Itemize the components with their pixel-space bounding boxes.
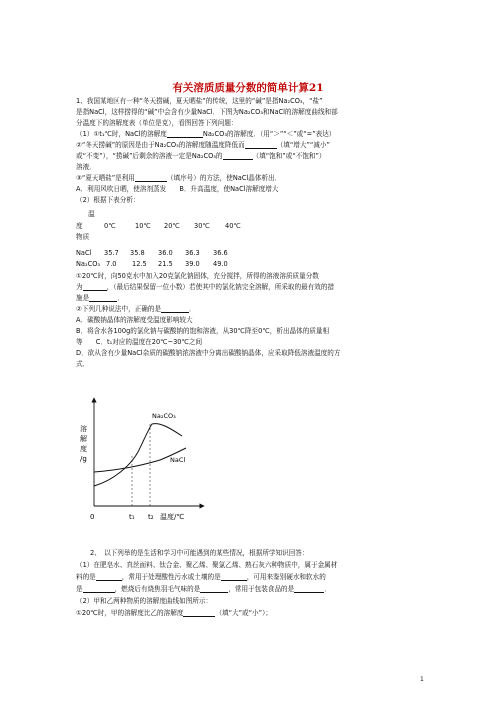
y-axis-label-3: 度 — [80, 445, 87, 453]
q1-part1-text-b: Na₂CO₃的溶解度．（用“＞”“＜”或“=”表达） — [202, 130, 336, 138]
table-corner-3: 物质 — [76, 233, 90, 241]
q1-part3-text-b: （填序号）的方法，使NaCl晶体析出． — [166, 174, 282, 182]
q1-sub2-text-a: ②下列几种说法中，正确的是 — [76, 305, 162, 313]
answer-blank-12[interactable] — [294, 585, 324, 593]
answer-blank-1[interactable] — [167, 130, 203, 138]
q2-text-a: 料的是 — [76, 573, 96, 581]
q2-text-f: ，常用于包装食品的是 — [228, 585, 295, 593]
q2-text-g: ． — [324, 585, 331, 593]
q1-intro-line-3: 分温度下的溶解度表（单位是克），看图回答下列问题： — [76, 119, 238, 127]
q1-part2-text-c: 或“不变”），“捞碱”后剩余的溶液一定是Na₂CO₃的 — [76, 152, 223, 160]
table-cell: 36.0 — [158, 249, 173, 257]
q2-text-b: ，常用于处理酸性污水或土壤的是 — [121, 573, 221, 581]
answer-blank-4[interactable] — [135, 174, 167, 182]
q1-part2-text-b: （填“增大”“减小” — [276, 141, 330, 149]
q1-sub1-text-c: ，（最后结果保留一位小数）若使其中的氯化钠完全溶解，所采取的最有效的措 — [106, 283, 335, 291]
table-row-label: Na₂CO₃ — [76, 260, 101, 268]
q1-part2-text-a: ②“冬天捞碱”的原因是由于Na₂CO₃的溶解度随温度降低而 — [76, 141, 245, 149]
table-corner-2: 度 — [76, 222, 83, 230]
q1-sub1-text-b: 为 — [76, 283, 83, 291]
q1-sub2-text-b: ． — [189, 305, 196, 313]
y-axis-label-4: /g — [80, 455, 87, 463]
x-tick-origin: 0 — [90, 513, 95, 521]
table-cell: 35.7 — [104, 249, 119, 257]
series-label-na2co3: Na₂CO₃ — [152, 412, 176, 420]
table-cell: 35.8 — [130, 249, 145, 257]
table-header-cell: 10℃ — [135, 222, 151, 230]
answer-blank-2[interactable] — [245, 141, 277, 149]
q1-part2-line-3: 溶液． — [76, 163, 96, 171]
solubility-curve-chart — [80, 388, 210, 528]
table-header-cell: 20℃ — [164, 222, 180, 230]
option-d: D．欲从含有少量NaCl杂质的碳酸钠浓溶液中分离出碳酸钠晶体，应采取降低溶液温度的方 — [76, 349, 341, 357]
table-cell: 49.0 — [213, 260, 228, 268]
q2-text-e: ，燃烧后有烧焦羽毛气味的是 — [114, 585, 201, 593]
answer-blank-6[interactable] — [89, 294, 117, 302]
table-cell: 36.6 — [213, 249, 228, 257]
y-axis-label-2: 解 — [80, 435, 87, 443]
page-title: 有关溶质质量分数的简单计算21 — [172, 82, 324, 94]
x-tick-t2: t₂ — [148, 513, 154, 521]
answer-blank-5[interactable] — [83, 283, 107, 291]
option-b: B．将含水各100g的氯化钠与碳酸钠的饱和溶液，从30℃降至0℃，析出晶体的质量相 — [76, 327, 330, 335]
q1-part2-line-1 — [76, 141, 330, 149]
answer-blank-11[interactable] — [200, 585, 228, 593]
q2-text-d: 是 — [76, 585, 83, 593]
option-d-2: 式． — [76, 360, 90, 368]
table-header-cell: 30℃ — [194, 222, 210, 230]
answer-blank-7[interactable] — [161, 305, 189, 313]
q1-sub1-line-1: ①20℃时，向50克水中加入20克氯化钠固体，充分搅拌，所得的溶液溶质质量分数 — [76, 272, 319, 280]
x-tick-t1: t₁ — [129, 513, 135, 521]
table-cell: 21.5 — [158, 260, 173, 268]
answer-blank-9[interactable] — [221, 573, 247, 581]
y-axis-label-1: 溶 — [80, 425, 87, 433]
table-header-cell: 0℃ — [104, 222, 116, 230]
answer-blank-10[interactable] — [83, 585, 115, 593]
answer-blank-3[interactable] — [223, 152, 253, 160]
q1-part3-options: A．利用风吹日晒，使溶剂蒸发 B．升高温度，使NaCl溶解度增大 — [76, 185, 279, 193]
q1-sub2-line — [76, 305, 196, 313]
q1-sub1-text-e: ． — [117, 294, 124, 302]
q2-text-i: （填“大”或“小”）； — [215, 609, 272, 617]
q1-part3-text-a: ③“夏天晒盐”是利用 — [76, 174, 135, 182]
q1-part3-line — [76, 174, 281, 182]
option-a: A．碳酸钠晶体的溶解度受温度影响较大 — [76, 316, 193, 324]
table-header-cell: 40℃ — [225, 222, 241, 230]
q1-part1-line — [76, 130, 335, 138]
q1-intro-line-1: 1、我国某地区有一种“冬天捞碱，夏天晒盐”的传统，这里的“碱”是指Na₂CO₃，“盐” — [76, 97, 323, 105]
q2-line-5 — [76, 609, 272, 617]
q1-part1-text-a: （1）①t₁℃时，NaCl的溶解度 — [76, 130, 167, 138]
table-cell: 36.3 — [185, 249, 200, 257]
table-corner-1: 温 — [88, 210, 95, 218]
q2-line-2 — [76, 573, 326, 581]
q1-sub1-line-3 — [76, 294, 124, 302]
q1-sub1-text-d: 施是 — [76, 294, 90, 302]
q1-part4-heading: （2）根据下表分析： — [76, 196, 140, 204]
option-b-c: 等 C．t₁对应的温度在20℃~30℃之间 — [76, 338, 203, 346]
na2co3-curve — [94, 424, 182, 486]
table-cell: 7.0 — [106, 260, 117, 268]
table-cell: 12.5 — [132, 260, 147, 268]
q2-text-h: ①20℃时，甲的溶解度比乙的溶解度 — [76, 609, 184, 617]
table-row-label: NaCl — [76, 249, 92, 257]
q1-part2-text-d: （填“饱和”或“不饱和”） — [252, 152, 326, 160]
q2-line-3 — [76, 585, 331, 593]
q2-line-1: （1）在肥皂水、真丝面料、钛合金、聚乙烯、聚氯乙烯、熟石灰六种物质中，属于金属材 — [76, 561, 338, 569]
q2-intro: 2、 以下列举的是生活和学习中可能遇到的某些情况，根据所学知识回答： — [90, 549, 309, 557]
q2-text-c: ，可用来鉴别硬水和软水的 — [246, 573, 326, 581]
q1-sub1-line-2 — [76, 283, 334, 291]
q2-line-4: （2）甲和乙两种物质的溶解度曲线如图所示： — [76, 597, 213, 605]
x-axis-label: 温度/℃ — [160, 513, 185, 521]
answer-blank-13[interactable] — [183, 609, 215, 617]
table-cell: 39.0 — [185, 260, 200, 268]
q1-part2-line-2 — [76, 152, 326, 160]
series-label-nacl: NaCl — [170, 456, 186, 464]
answer-blank-8[interactable] — [96, 573, 122, 581]
page-number: 1 — [420, 676, 424, 683]
q1-intro-line-2: 是指NaCl，这样捞得的“碱”中会含有少量NaCl．下图为Na₂CO₃和NaCl的溶解度曲线和部 — [76, 108, 338, 116]
